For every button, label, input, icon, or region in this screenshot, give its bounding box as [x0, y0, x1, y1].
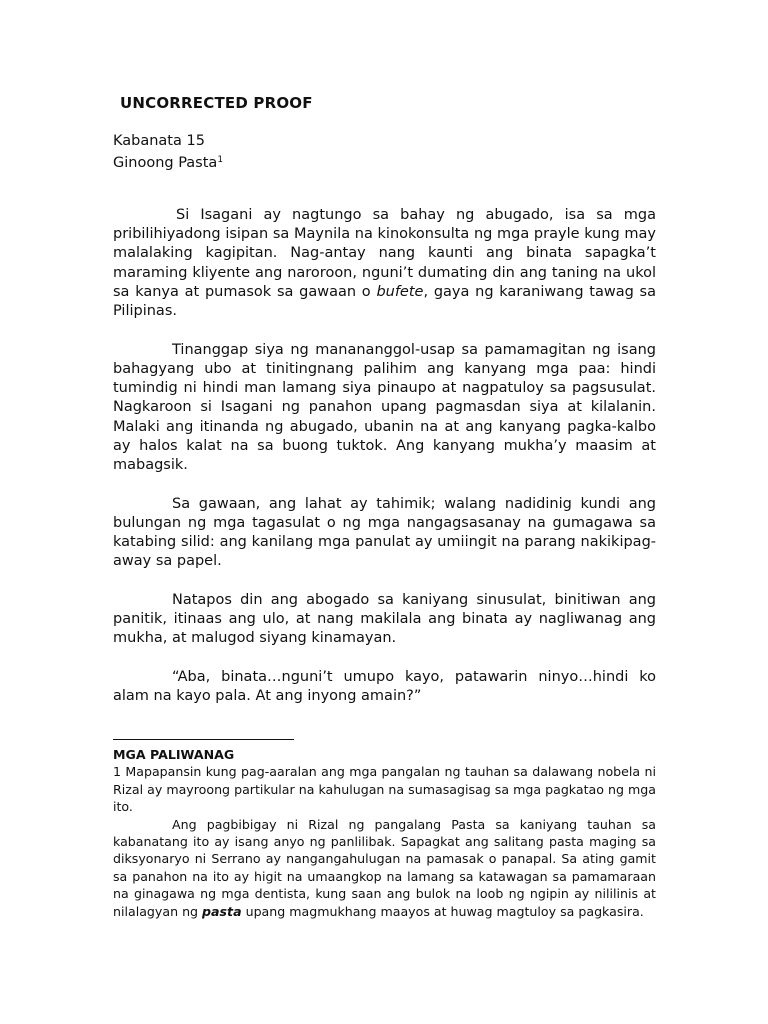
chapter-title: Ginoong Pasta	[113, 155, 218, 171]
footnote-1-continuation	[113, 816, 656, 920]
footnote-1: 1 Mapapansin kung pag-aaralan ang mga pangalan ng tauhan sa dalawang nobela ni Rizal ay mayroong partikular na kahulugan na sumasagisag sa mga pagkatao ng mga ito.	[113, 764, 656, 815]
chapter-number: Kabanata 15	[113, 133, 205, 149]
paragraph-1-italic-term: bufete	[376, 283, 424, 300]
paragraph-1	[113, 206, 656, 321]
paragraph-2: Tinanggap siya ng manananggol-usap sa pamamagitan ng isang bahagyang ubo at tinitingnang palihim ang kanyang mga paa: hindi tumindig ni hindi man lamang siya pinaupo at nagpatuloy sa pagsusulat. Nagkaroon si Isagani ng panahon upang pagmasdan siya at kilalanin. Malaki ang itinanda ng abugado, ubanin na at ang kanyang pagka-kalbo ay halos kalat na sa buong tuktok. Ang kanyang mukha’y maasim at mabagsik.	[113, 341, 656, 473]
paragraph-1-text-a: Si Isagani ay nagtungo sa bahay ng abugado, isa sa mga pribilihiyadong isipan sa Maynila na kinokonsulta ng mga prayle kung may malalaking kagipitan. Nag-antay nang kaunti ang binata sapagka’t maraming kliyente ang naroroon, nguni’t dumating din ang taning na ukol sa kanya at pumasok sa gawaan o	[113, 207, 656, 300]
footnote-divider	[113, 739, 294, 740]
paragraph-1-text-b: , gaya ng karaniwang tawag sa Pilipinas.	[113, 283, 656, 320]
chapter-heading	[113, 132, 223, 173]
paragraph-3: Sa gawaan, ang lahat ay tahimik; walang nadidinig kundi ang bulungan ng mga tagasulat o ng mga nangagsasanay na gumagawa sa katabing silid: ang kanilang mga panulat ay umiingit na parang nakikipag-away sa papel.	[113, 495, 656, 570]
paragraph-5: “Aba, binata…nguni’t umupo kayo, patawarin ninyo…hindi ko alam na kayo pala. At ang inyong amain?”	[113, 669, 656, 705]
footnote-text-a: Ang pagbibigay ni Rizal ng pangalang Pasta sa kaniyang tauhan sa kabanatang ito ay isang anyo ng panlilibak. Sapagkat ang salitang pasta maging sa diksyonaryo ni Serrano ay nangangahulugan na pamasak o panapal. Sa ating gamit sa panahon na ito ay higit na umaangkop na lamang sa katawagan sa pamamaraan na ginagawa ng mga dentista, kung saan ang bulok na loob ng ngipin ay nililinis at nilalagyan ng	[113, 816, 656, 919]
footnote-marker[interactable]: 1	[217, 155, 224, 165]
chapter-body	[113, 206, 656, 726]
footnote-emphasis-term: pasta	[202, 903, 242, 919]
notes-title: MGA PALIWANAG	[113, 747, 235, 762]
footnotes-section	[113, 746, 656, 920]
paragraph-4: Natapos din ang abogado sa kaniyang sinusulat, binitiwan ang panitik, itinaas ang ulo, at nang makilala ang binata ay nagliwanag ang mukha, at malugod siyang kinamayan.	[113, 591, 656, 647]
document-page	[113, 0, 656, 1024]
proof-label: UNCORRECTED PROOF	[120, 94, 313, 112]
chapter-title-line	[113, 151, 223, 173]
footnote-text-b: upang magmukhang maayos at huwag magtuloy sa pagkasira.	[241, 903, 644, 919]
